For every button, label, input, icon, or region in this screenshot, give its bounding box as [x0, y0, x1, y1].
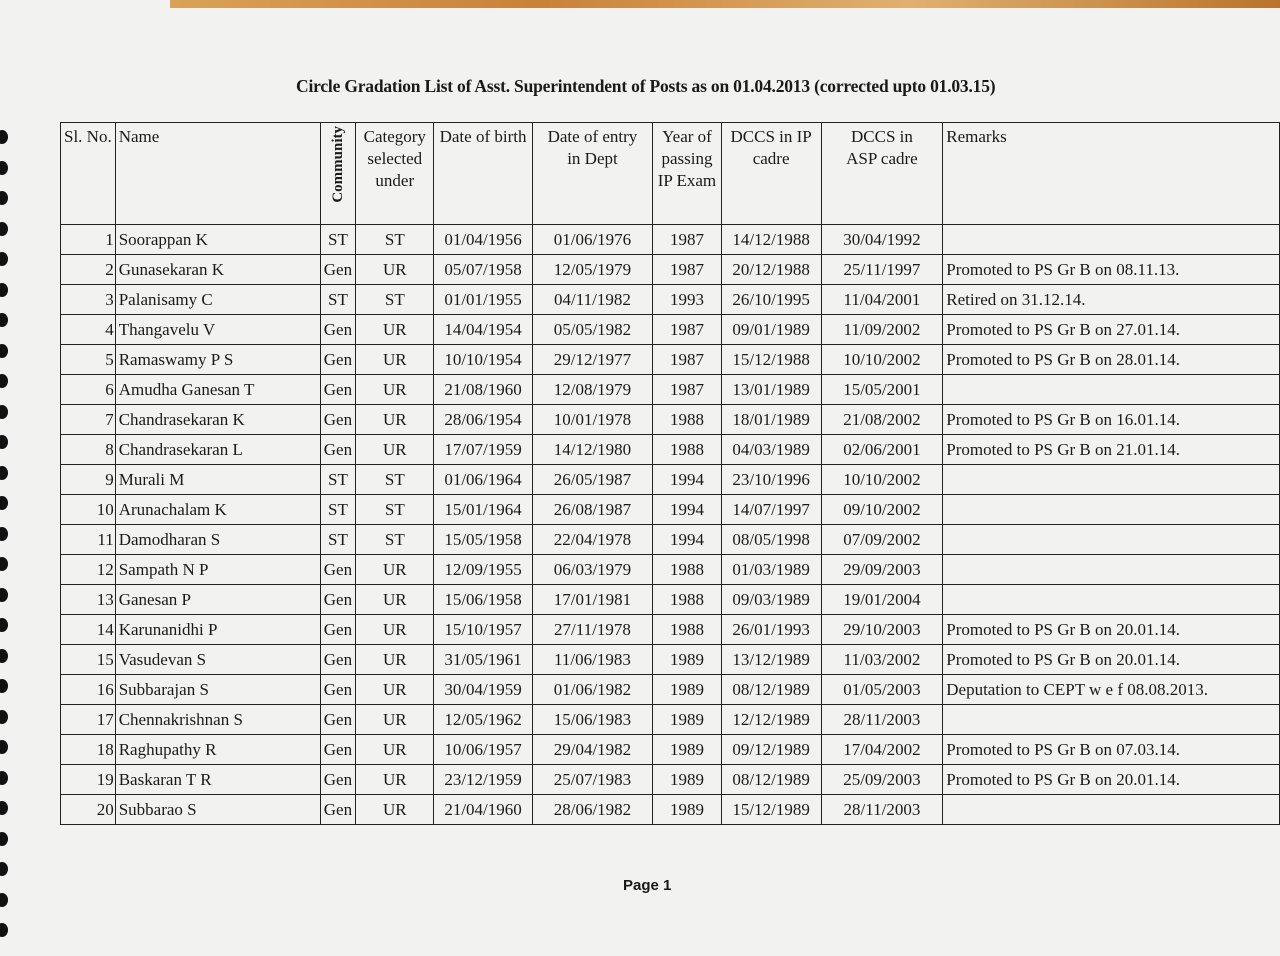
cell-remarks: Promoted to PS Gr B on 27.01.14. — [943, 315, 1280, 345]
cell-category: UR — [356, 705, 434, 735]
cell-dccs-ip: 04/03/1989 — [721, 435, 821, 465]
cell-entry-date: 06/03/1979 — [532, 555, 653, 585]
binding-hole — [0, 405, 8, 419]
binding-hole — [0, 740, 8, 754]
table-row — [61, 675, 1280, 705]
cell-dccs-ip: 01/03/1989 — [721, 555, 821, 585]
cell-ip-year: 1994 — [653, 525, 721, 555]
cell-name: Thangavelu V — [115, 315, 320, 345]
cell-community: ST — [320, 285, 355, 315]
cell-category: UR — [356, 615, 434, 645]
cell-dob: 15/06/1958 — [434, 585, 532, 615]
cell-ip-year: 1988 — [653, 435, 721, 465]
cell-remarks — [943, 555, 1280, 585]
table-row — [61, 765, 1280, 795]
header-category: Category selected under — [356, 123, 434, 225]
cell-dccs-asp: 28/11/2003 — [821, 795, 943, 825]
cell-remarks: Promoted to PS Gr B on 20.01.14. — [943, 615, 1280, 645]
cell-dob: 21/08/1960 — [434, 375, 532, 405]
cell-ip-year: 1987 — [653, 225, 721, 255]
cell-dccs-asp: 10/10/2002 — [821, 345, 943, 375]
cell-dob: 23/12/1959 — [434, 765, 532, 795]
table-row — [61, 705, 1280, 735]
cell-remarks: Promoted to PS Gr B on 08.11.13. — [943, 255, 1280, 285]
header-ip-year: Year of passing IP Exam — [653, 123, 721, 225]
cell-ip-year: 1994 — [653, 465, 721, 495]
binding-hole — [0, 283, 8, 297]
cell-dob: 10/06/1957 — [434, 735, 532, 765]
cell-category: ST — [356, 225, 434, 255]
cell-ip-year: 1988 — [653, 405, 721, 435]
cell-remarks — [943, 795, 1280, 825]
cell-name: Subbarajan S — [115, 675, 320, 705]
cell-remarks — [943, 705, 1280, 735]
cell-remarks: Promoted to PS Gr B on 20.01.14. — [943, 645, 1280, 675]
table-row — [61, 585, 1280, 615]
cell-name: Subbarao S — [115, 795, 320, 825]
cell-sl-no: 1 — [61, 225, 116, 255]
cell-name: Amudha Ganesan T — [115, 375, 320, 405]
binding-hole — [0, 588, 8, 602]
cell-name: Arunachalam K — [115, 495, 320, 525]
cell-category: UR — [356, 645, 434, 675]
cell-dccs-ip: 12/12/1989 — [721, 705, 821, 735]
binding-hole — [0, 374, 8, 388]
binding-hole — [0, 496, 8, 510]
cell-dob: 31/05/1961 — [434, 645, 532, 675]
cell-community: Gen — [320, 315, 355, 345]
binding-hole — [0, 893, 8, 907]
cell-remarks: Deputation to CEPT w e f 08.08.2013. — [943, 675, 1280, 705]
cell-remarks — [943, 465, 1280, 495]
cell-name: Soorappan K — [115, 225, 320, 255]
cell-category: UR — [356, 765, 434, 795]
cell-sl-no: 11 — [61, 525, 116, 555]
cell-entry-date: 12/08/1979 — [532, 375, 653, 405]
cell-dob: 15/01/1964 — [434, 495, 532, 525]
cell-community: Gen — [320, 765, 355, 795]
cell-sl-no: 8 — [61, 435, 116, 465]
cell-category: UR — [356, 255, 434, 285]
cell-sl-no: 4 — [61, 315, 116, 345]
cell-entry-date: 10/01/1978 — [532, 405, 653, 435]
cell-dccs-asp: 15/05/2001 — [821, 375, 943, 405]
cell-dccs-asp: 07/09/2002 — [821, 525, 943, 555]
cell-remarks: Promoted to PS Gr B on 16.01.14. — [943, 405, 1280, 435]
table-row — [61, 735, 1280, 765]
cell-sl-no: 12 — [61, 555, 116, 585]
cell-remarks — [943, 585, 1280, 615]
cell-community: Gen — [320, 615, 355, 645]
cell-community: Gen — [320, 435, 355, 465]
cell-dob: 15/10/1957 — [434, 615, 532, 645]
cell-entry-date: 25/07/1983 — [532, 765, 653, 795]
cell-category: UR — [356, 345, 434, 375]
cell-entry-date: 27/11/1978 — [532, 615, 653, 645]
cell-sl-no: 10 — [61, 495, 116, 525]
cell-dccs-ip: 08/12/1989 — [721, 675, 821, 705]
cell-sl-no: 18 — [61, 735, 116, 765]
cell-dob: 01/06/1964 — [434, 465, 532, 495]
cell-sl-no: 19 — [61, 765, 116, 795]
cell-sl-no: 2 — [61, 255, 116, 285]
cell-name: Karunanidhi P — [115, 615, 320, 645]
binding-hole — [0, 161, 8, 175]
cell-entry-date: 29/12/1977 — [532, 345, 653, 375]
header-entry: Date of entry in Dept — [532, 123, 653, 225]
table-row — [61, 405, 1280, 435]
cell-dccs-asp: 28/11/2003 — [821, 705, 943, 735]
cell-ip-year: 1988 — [653, 585, 721, 615]
binding-hole — [0, 862, 8, 876]
binding-hole — [0, 771, 8, 785]
binding-hole — [0, 130, 8, 144]
cell-entry-date: 26/05/1987 — [532, 465, 653, 495]
cell-entry-date: 14/12/1980 — [532, 435, 653, 465]
binding-hole — [0, 435, 8, 449]
cell-community: Gen — [320, 255, 355, 285]
cell-category: UR — [356, 375, 434, 405]
cell-dccs-ip: 08/05/1998 — [721, 525, 821, 555]
cell-category: UR — [356, 555, 434, 585]
cell-dccs-asp: 09/10/2002 — [821, 495, 943, 525]
cell-ip-year: 1989 — [653, 705, 721, 735]
cell-sl-no: 17 — [61, 705, 116, 735]
cell-sl-no: 14 — [61, 615, 116, 645]
table-row — [61, 495, 1280, 525]
cell-dob: 28/06/1954 — [434, 405, 532, 435]
header-dccs-ip: DCCS in IP cadre — [721, 123, 821, 225]
cell-community: ST — [320, 525, 355, 555]
table-row — [61, 315, 1280, 345]
cell-community: Gen — [320, 735, 355, 765]
cell-entry-date: 17/01/1981 — [532, 585, 653, 615]
table-row — [61, 555, 1280, 585]
cell-dccs-ip: 13/01/1989 — [721, 375, 821, 405]
cell-category: ST — [356, 285, 434, 315]
cell-category: UR — [356, 795, 434, 825]
cell-category: UR — [356, 735, 434, 765]
table-row — [61, 375, 1280, 405]
cell-dccs-asp: 11/04/2001 — [821, 285, 943, 315]
document-title: Circle Gradation List of Asst. Superintendent of Posts as on 01.04.2013 (corrected upto 01.03.15) — [296, 76, 996, 96]
cell-ip-year: 1989 — [653, 795, 721, 825]
cell-sl-no: 7 — [61, 405, 116, 435]
cell-dccs-ip: 20/12/1988 — [721, 255, 821, 285]
cell-dccs-asp: 11/03/2002 — [821, 645, 943, 675]
cell-ip-year: 1989 — [653, 735, 721, 765]
cell-remarks: Promoted to PS Gr B on 28.01.14. — [943, 345, 1280, 375]
cell-remarks — [943, 225, 1280, 255]
binding-hole — [0, 557, 8, 571]
binding-hole — [0, 252, 8, 266]
cell-dccs-asp: 17/04/2002 — [821, 735, 943, 765]
header-dccs-asp: DCCS in ASP cadre — [821, 123, 943, 225]
cell-community: Gen — [320, 645, 355, 675]
cell-ip-year: 1988 — [653, 555, 721, 585]
table-row — [61, 285, 1280, 315]
cell-entry-date: 29/04/1982 — [532, 735, 653, 765]
cell-category: UR — [356, 405, 434, 435]
binding-hole — [0, 801, 8, 815]
cell-sl-no: 15 — [61, 645, 116, 675]
cell-dccs-asp: 29/09/2003 — [821, 555, 943, 585]
binding-hole — [0, 466, 8, 480]
cell-ip-year: 1989 — [653, 675, 721, 705]
wood-background-strip — [170, 0, 1280, 8]
cell-dob: 15/05/1958 — [434, 525, 532, 555]
binding-hole — [0, 222, 8, 236]
cell-ip-year: 1989 — [653, 645, 721, 675]
cell-category: UR — [356, 315, 434, 345]
table-header-row — [61, 123, 1280, 225]
cell-dccs-ip: 26/01/1993 — [721, 615, 821, 645]
cell-dob: 21/04/1960 — [434, 795, 532, 825]
cell-category: UR — [356, 675, 434, 705]
cell-dccs-asp: 25/11/1997 — [821, 255, 943, 285]
header-name: Name — [115, 123, 320, 225]
cell-dccs-ip: 13/12/1989 — [721, 645, 821, 675]
cell-category: ST — [356, 465, 434, 495]
cell-name: Palanisamy C — [115, 285, 320, 315]
cell-name: Gunasekaran K — [115, 255, 320, 285]
cell-dccs-ip: 09/12/1989 — [721, 735, 821, 765]
cell-entry-date: 22/04/1978 — [532, 525, 653, 555]
header-sl-no: Sl. No. — [61, 123, 116, 225]
cell-ip-year: 1987 — [653, 375, 721, 405]
binding-hole — [0, 923, 8, 937]
cell-remarks — [943, 375, 1280, 405]
cell-name: Chennakrishnan S — [115, 705, 320, 735]
cell-community: Gen — [320, 555, 355, 585]
cell-dob: 30/04/1959 — [434, 675, 532, 705]
cell-dccs-ip: 23/10/1996 — [721, 465, 821, 495]
cell-remarks — [943, 495, 1280, 525]
cell-dob: 01/01/1955 — [434, 285, 532, 315]
cell-dccs-asp: 02/06/2001 — [821, 435, 943, 465]
table-row — [61, 465, 1280, 495]
table-row — [61, 255, 1280, 285]
header-remarks: Remarks — [943, 123, 1280, 225]
cell-name: Ganesan P — [115, 585, 320, 615]
cell-dob: 17/07/1959 — [434, 435, 532, 465]
cell-community: ST — [320, 225, 355, 255]
cell-dccs-asp: 21/08/2002 — [821, 405, 943, 435]
binding-hole — [0, 649, 8, 663]
cell-community: ST — [320, 465, 355, 495]
table-row — [61, 435, 1280, 465]
cell-dccs-ip: 09/03/1989 — [721, 585, 821, 615]
cell-ip-year: 1987 — [653, 345, 721, 375]
header-community: Community — [320, 123, 355, 225]
cell-remarks — [943, 525, 1280, 555]
cell-entry-date: 01/06/1982 — [532, 675, 653, 705]
cell-community: Gen — [320, 585, 355, 615]
cell-entry-date: 01/06/1976 — [532, 225, 653, 255]
cell-dob: 12/05/1962 — [434, 705, 532, 735]
cell-dccs-asp: 01/05/2003 — [821, 675, 943, 705]
cell-dccs-asp: 25/09/2003 — [821, 765, 943, 795]
cell-sl-no: 16 — [61, 675, 116, 705]
cell-ip-year: 1993 — [653, 285, 721, 315]
binding-hole — [0, 527, 8, 541]
table-row — [61, 615, 1280, 645]
table-row — [61, 795, 1280, 825]
cell-dccs-asp: 19/01/2004 — [821, 585, 943, 615]
cell-entry-date: 26/08/1987 — [532, 495, 653, 525]
cell-dccs-ip: 15/12/1989 — [721, 795, 821, 825]
binding-hole — [0, 710, 8, 724]
cell-remarks: Retired on 31.12.14. — [943, 285, 1280, 315]
page-number: Page 1 — [623, 877, 672, 894]
cell-community: Gen — [320, 405, 355, 435]
cell-category: ST — [356, 495, 434, 525]
cell-sl-no: 9 — [61, 465, 116, 495]
cell-dob: 10/10/1954 — [434, 345, 532, 375]
gradation-table — [60, 122, 1280, 825]
cell-dob: 01/04/1956 — [434, 225, 532, 255]
cell-entry-date: 11/06/1983 — [532, 645, 653, 675]
cell-name: Raghupathy R — [115, 735, 320, 765]
cell-ip-year: 1994 — [653, 495, 721, 525]
cell-ip-year: 1987 — [653, 315, 721, 345]
cell-name: Chandrasekaran K — [115, 405, 320, 435]
cell-name: Vasudevan S — [115, 645, 320, 675]
table-row — [61, 645, 1280, 675]
cell-name: Ramaswamy P S — [115, 345, 320, 375]
cell-dccs-ip: 26/10/1995 — [721, 285, 821, 315]
binding-hole — [0, 344, 8, 358]
cell-category: UR — [356, 585, 434, 615]
cell-entry-date: 05/05/1982 — [532, 315, 653, 345]
binding-hole — [0, 191, 8, 205]
cell-community: Gen — [320, 705, 355, 735]
cell-community: Gen — [320, 375, 355, 405]
cell-dccs-ip: 15/12/1988 — [721, 345, 821, 375]
cell-dccs-asp: 11/09/2002 — [821, 315, 943, 345]
cell-entry-date: 04/11/1982 — [532, 285, 653, 315]
table-row — [61, 225, 1280, 255]
cell-category: ST — [356, 525, 434, 555]
cell-sl-no: 20 — [61, 795, 116, 825]
cell-dccs-asp: 29/10/2003 — [821, 615, 943, 645]
cell-dccs-asp: 10/10/2002 — [821, 465, 943, 495]
binding-hole — [0, 679, 8, 693]
cell-community: Gen — [320, 675, 355, 705]
cell-entry-date: 28/06/1982 — [532, 795, 653, 825]
cell-dccs-asp: 30/04/1992 — [821, 225, 943, 255]
cell-community: Gen — [320, 345, 355, 375]
cell-sl-no: 6 — [61, 375, 116, 405]
cell-name: Sampath N P — [115, 555, 320, 585]
cell-category: UR — [356, 435, 434, 465]
spiral-binding — [0, 130, 12, 950]
cell-dccs-ip: 18/01/1989 — [721, 405, 821, 435]
cell-sl-no: 3 — [61, 285, 116, 315]
header-dob: Date of birth — [434, 123, 532, 225]
cell-name: Damodharan S — [115, 525, 320, 555]
cell-dccs-ip: 14/07/1997 — [721, 495, 821, 525]
cell-dccs-ip: 14/12/1988 — [721, 225, 821, 255]
cell-dob: 14/04/1954 — [434, 315, 532, 345]
cell-dob: 05/07/1958 — [434, 255, 532, 285]
cell-community: Gen — [320, 795, 355, 825]
cell-community: ST — [320, 495, 355, 525]
cell-sl-no: 5 — [61, 345, 116, 375]
cell-name: Baskaran T R — [115, 765, 320, 795]
cell-remarks: Promoted to PS Gr B on 20.01.14. — [943, 765, 1280, 795]
table-row — [61, 345, 1280, 375]
cell-dccs-ip: 09/01/1989 — [721, 315, 821, 345]
cell-ip-year: 1988 — [653, 615, 721, 645]
table-row — [61, 525, 1280, 555]
cell-ip-year: 1987 — [653, 255, 721, 285]
cell-name: Chandrasekaran L — [115, 435, 320, 465]
binding-hole — [0, 832, 8, 846]
cell-dccs-ip: 08/12/1989 — [721, 765, 821, 795]
binding-hole — [0, 313, 8, 327]
binding-hole — [0, 618, 8, 632]
cell-entry-date: 15/06/1983 — [532, 705, 653, 735]
cell-ip-year: 1989 — [653, 765, 721, 795]
cell-entry-date: 12/05/1979 — [532, 255, 653, 285]
cell-remarks: Promoted to PS Gr B on 07.03.14. — [943, 735, 1280, 765]
cell-sl-no: 13 — [61, 585, 116, 615]
cell-remarks: Promoted to PS Gr B on 21.01.14. — [943, 435, 1280, 465]
cell-name: Murali M — [115, 465, 320, 495]
cell-dob: 12/09/1955 — [434, 555, 532, 585]
